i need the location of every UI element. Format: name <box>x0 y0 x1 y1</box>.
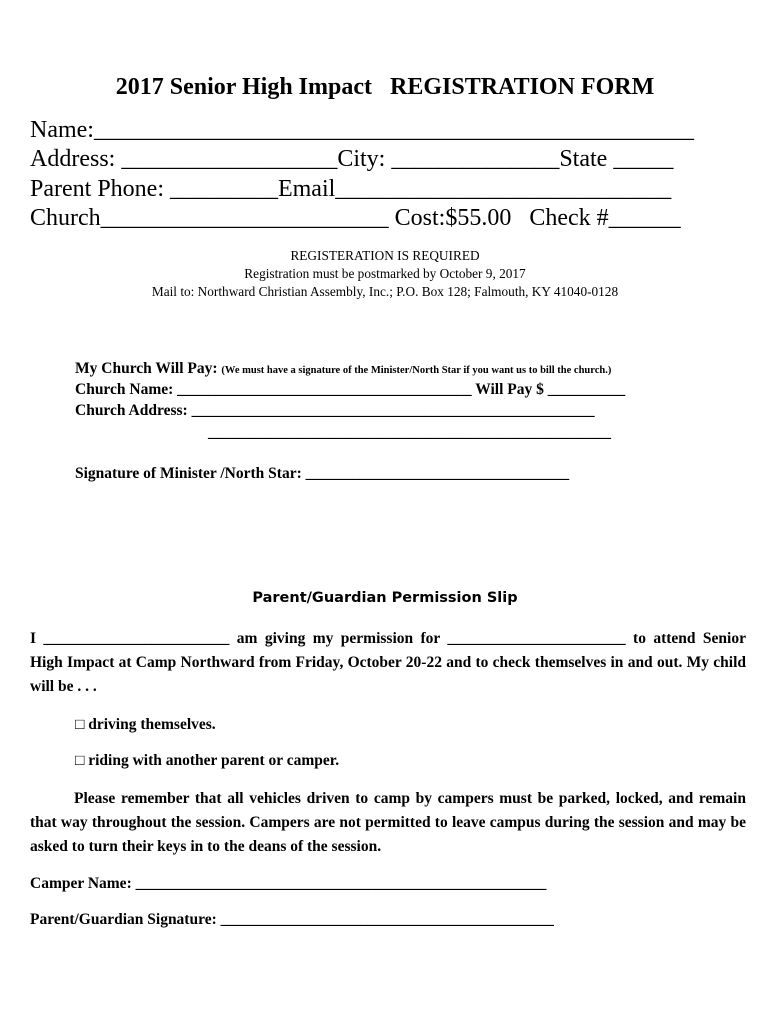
address-city-state-line[interactable]: Address: __________________City: ______________State _____ <box>30 146 674 172</box>
vehicle-reminder-paragraph: Please remember that all vehicles driven to camp by campers must be parked, locked, and remain that way throughout the session. Campers are not permitted to leave campus during the session and may be asked to turn their keys in to the deans of the session. <box>30 790 746 855</box>
form-title: 2017 Senior High Impact REGISTRATION FORM <box>115 74 655 100</box>
registration-required-notice: REGISTERATION IS REQUIRED <box>290 248 480 263</box>
minister-signature-line[interactable]: Signature of Minister /North Star: __________________________________ <box>75 465 570 482</box>
permission-slip-heading: Parent/Guardian Permission Slip <box>252 590 518 606</box>
camper-name-line[interactable]: Camper Name: _____________________________________________________ <box>30 875 547 892</box>
postmark-deadline-notice: Registration must be postmarked by October 9, 2017 <box>244 266 526 281</box>
parent-phone-email-line[interactable]: Parent Phone: _________Email____________________________ <box>30 176 672 202</box>
church-cost-check-line[interactable]: Church________________________ Cost:$55.00 Check #______ <box>30 205 681 231</box>
permission-intro-paragraph[interactable]: I ________________________ am giving my permission for _______________________ to attend Senior High Impact at Camp Northward from Friday, October 20-22 and to check themselves in and out. My child will be . . . <box>30 630 746 695</box>
church-address-line[interactable]: Church Address: ____________________________________________________ <box>75 402 595 419</box>
option-driving-themselves[interactable]: □ driving themselves. <box>75 716 216 733</box>
name-field-line[interactable]: Name:__________________________________________________ <box>30 117 694 143</box>
mailing-address-notice: Mail to: Northward Christian Assembly, Inc.; P.O. Box 128; Falmouth, KY 41040-0128 <box>151 284 619 299</box>
church-name-line[interactable]: Church Name: ______________________________________ Will Pay $ __________ <box>75 381 626 398</box>
church-address-line-2[interactable]: ____________________________________________________ <box>208 424 611 441</box>
church-pay-note: (We must have a signature of the Minister/North Star if you want us to bill the church.) <box>221 365 612 376</box>
guardian-signature-line[interactable]: Parent/Guardian Signature: ___________________________________________ <box>30 911 554 928</box>
church-pay-heading <box>75 358 611 381</box>
church-pay-label: My Church Will Pay: <box>75 360 222 377</box>
option-riding-with-another[interactable]: □ riding with another parent or camper. <box>75 752 340 769</box>
